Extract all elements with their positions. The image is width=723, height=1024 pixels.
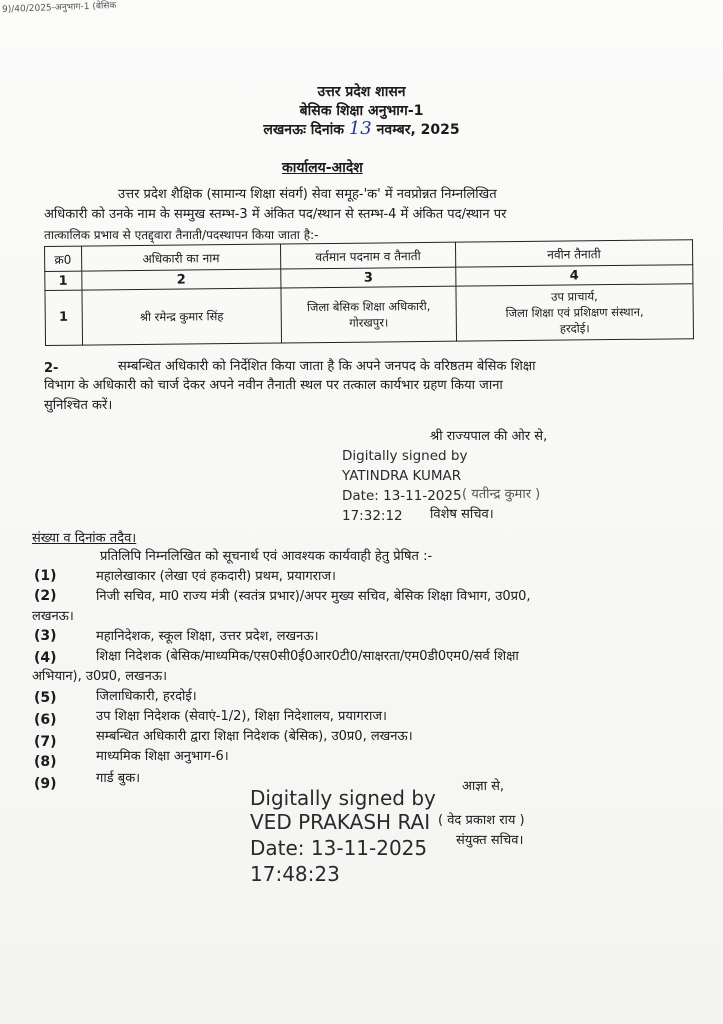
col-num: 1 xyxy=(45,271,82,290)
copy-item-number: (5) xyxy=(34,690,57,706)
col-header-sno: क्र0 xyxy=(45,246,82,271)
signatory-1-name: ( यतीन्द्र कुमार ) xyxy=(462,487,541,502)
new-posting-line: जिला शिक्षा एवं प्रशिक्षण संस्थान, xyxy=(505,304,644,321)
date-prefix: लखनऊः दिनांक xyxy=(263,122,344,138)
new-posting-line: उप प्राचार्य, xyxy=(551,289,598,304)
col-header-name: अधिकारी का नाम xyxy=(81,244,281,271)
para2-line-2: विभाग के अधिकारी को चार्ज देकर अपने नवीन तैनाती स्थल पर तत्काल कार्यभार ग्रहण किया जाना xyxy=(44,378,503,393)
by-order: आज्ञा से, xyxy=(462,779,505,794)
header-date-line xyxy=(0,118,723,139)
copy-heading: संख्या व दिनांक तदैव। xyxy=(32,531,137,546)
copy-item-number: (8) xyxy=(34,754,57,770)
new-posting-line: हरदोई। xyxy=(559,321,590,336)
signatory-2-designation: संयुक्त सचिव। xyxy=(456,833,524,848)
signatory-1-designation: विशेष सचिव। xyxy=(430,507,494,522)
current-posting-line: जिला बेसिक शिक्षा अधिकारी, xyxy=(306,298,431,315)
date-day-handwritten: 13 xyxy=(348,118,372,139)
digital-signature-2-line-3: Date: 13-11-2025 xyxy=(250,836,428,860)
order-title: कार्यालय-आदेश xyxy=(282,160,363,176)
copy-item-number: (3) xyxy=(34,628,57,644)
current-posting-line: गोरखपुर। xyxy=(349,315,389,330)
digital-signature-2-line-2: VED PRAKASH RAI xyxy=(250,810,431,834)
governor-on-behalf: श्री राज्यपाल की ओर से, xyxy=(430,429,548,444)
list-item: माध्यमिक शिक्षा अनुभाग-6। xyxy=(96,749,229,764)
digital-signature-2-line-1: Digitally signed by xyxy=(250,786,436,810)
row-officer-name: श्री रमेन्द्र कुमार सिंह xyxy=(82,288,282,345)
col-header-current: वर्तमान पदनाम व तैनाती xyxy=(281,242,456,269)
para2-line-1: सम्बन्धित अधिकारी को निर्देशित किया जाता है कि अपने जनपद के वरिष्ठतम बेसिक शिक्षा xyxy=(118,359,536,374)
col-num: 3 xyxy=(281,267,456,288)
col-num: 4 xyxy=(455,265,692,286)
copy-item-number: (2) xyxy=(34,588,57,604)
para2-number: 2- xyxy=(44,361,59,376)
copy-item-number: (9) xyxy=(34,776,57,792)
copy-item-number: (7) xyxy=(34,734,57,750)
col-num: 2 xyxy=(81,269,281,290)
list-item: शिक्षा निदेशक (बेसिक/माध्यमिक/एस0सी0ई0आर0टी0/साक्षरता/एम0डी0एम0/सर्व शिक्षा xyxy=(96,649,519,664)
header-line-2: बेसिक शिक्षा अनुभाग-1 xyxy=(299,103,424,119)
digital-signature-1-line-1: Digitally signed by xyxy=(342,448,468,464)
list-item: गार्ड बुक। xyxy=(96,771,141,786)
corner-reference: 9)/40/2025-अनुभाग-1 (बेसिक xyxy=(1,1,117,15)
list-item-continuation: लखनऊ। xyxy=(32,609,74,624)
copy-item-number: (1) xyxy=(34,568,57,584)
date-suffix: नवम्बर, 2025 xyxy=(376,122,460,138)
copy-item-number: (4) xyxy=(34,650,57,666)
digital-signature-1-line-3: Date: 13-11-2025 xyxy=(342,488,462,504)
list-item: महालेखाकार (लेखा एवं हकदारी) प्रथम, प्रयागराज। xyxy=(96,569,336,584)
list-item: महानिदेशक, स्कूल शिक्षा, उत्तर प्रदेश, लखनऊ। xyxy=(96,629,319,644)
posting-table xyxy=(44,239,694,346)
table-row xyxy=(45,284,694,346)
list-item: सम्बन्धित अधिकारी द्वारा शिक्षा निदेशक (बेसिक), उ0प्र0, लखनऊ। xyxy=(96,729,413,744)
copy-intro: प्रतिलिपि निम्नलिखित को सूचनार्थ एवं आवश्यक कार्यवाही हेतु प्रेषित :- xyxy=(100,549,433,564)
intro-line-2: अधिकारी को उनके नाम के सम्मुख स्तम्भ-3 में अंकित पद/स्थान से स्तम्भ-4 में अंकित पद/स्थान पर xyxy=(44,207,507,222)
list-item: निजी सचिव, मा0 राज्य मंत्री (स्वतंत्र प्रभार)/अपर मुख्य सचिव, बेसिक शिक्षा विभाग, उ0प्र0, xyxy=(96,589,531,604)
row-sno: 1 xyxy=(45,290,82,345)
row-current-posting xyxy=(281,286,456,343)
signatory-2-name: ( वेद प्रकाश राय ) xyxy=(438,813,525,828)
copy-item-number: (6) xyxy=(34,712,57,728)
intro-line-1: उत्तर प्रदेश शैक्षिक (सामान्य शिक्षा संवर्ग) सेवा समूह-'क' में नवप्रोन्नत निम्नलिखित xyxy=(118,187,497,202)
para2-line-3: सुनिश्चित करें। xyxy=(44,398,113,413)
list-item-continuation: अभियान), उ0प्र0, लखनऊ। xyxy=(32,669,168,684)
col-header-new: नवीन तैनाती xyxy=(455,240,693,267)
list-item: उप शिक्षा निदेशक (सेवाएं-1/2), शिक्षा निदेशालय, प्रयागराज। xyxy=(96,709,387,724)
digital-signature-2-line-4: 17:48:23 xyxy=(250,862,340,886)
intro-line-3: तात्कालिक प्रभाव से एतद्द्वारा तैनाती/पदस्थापन किया जाता है:- xyxy=(44,228,319,242)
header-line-1: उत्तर प्रदेश शासन xyxy=(317,84,406,100)
list-item: जिलाधिकारी, हरदोई। xyxy=(96,689,197,704)
digital-signature-1-line-2: YATINDRA KUMAR xyxy=(342,468,462,484)
digital-signature-1-line-4: 17:32:12 xyxy=(342,508,403,524)
row-new-posting xyxy=(456,284,694,341)
